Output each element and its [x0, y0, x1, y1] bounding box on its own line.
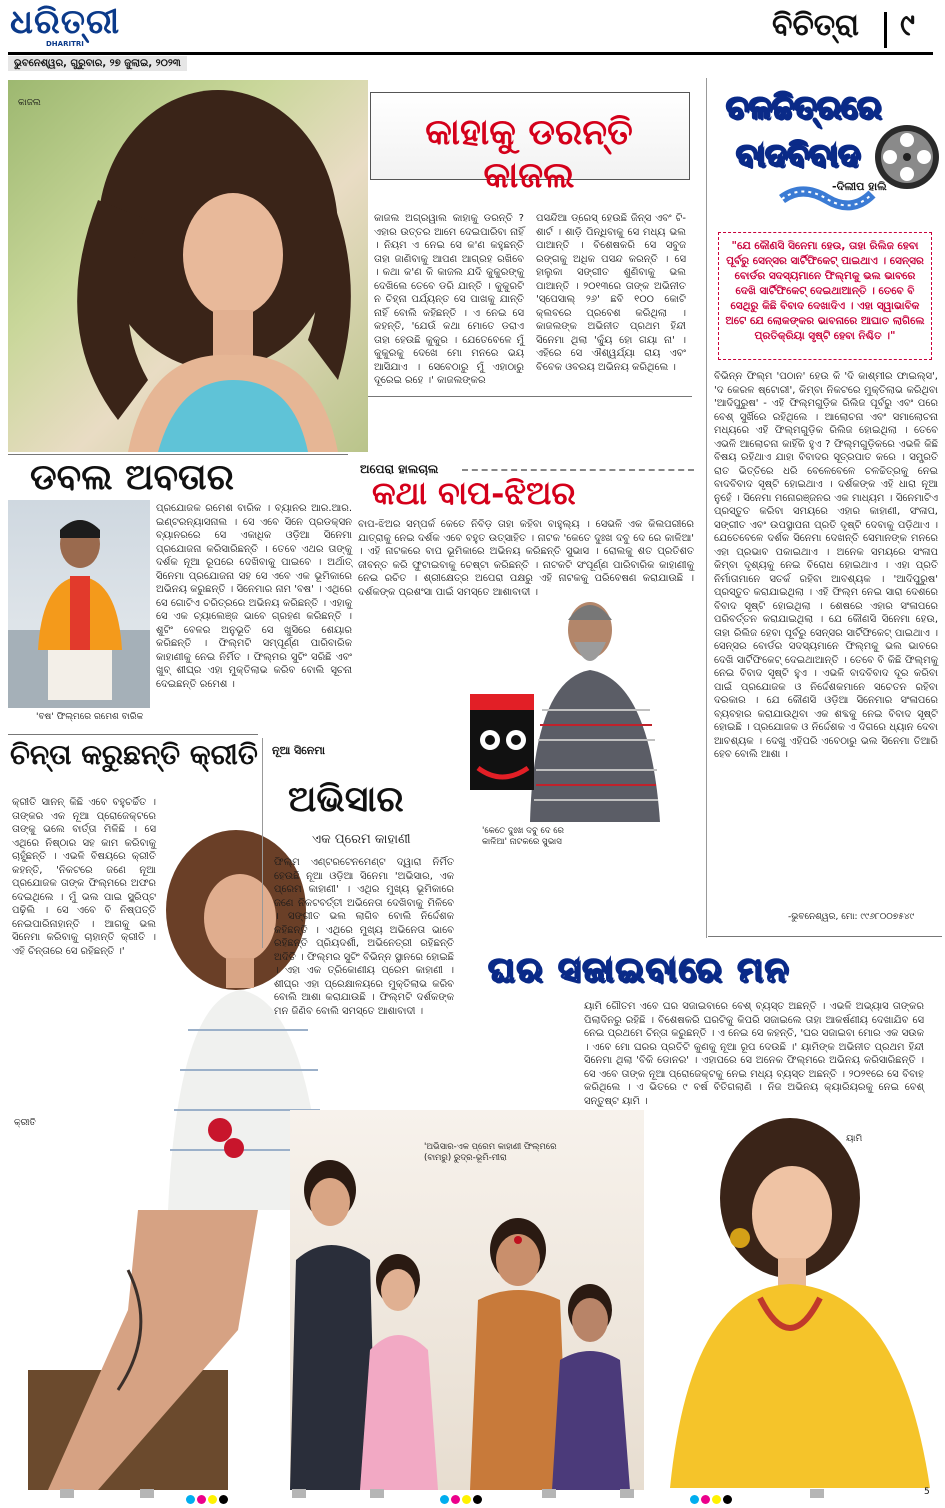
abhisar-body: ଫିଲ୍ମ ଏଣ୍ଟରଟେନମେଣ୍ଟ ଦ୍ୱାରା ନିର୍ମିତ ହେଉଛି ନୂଆ ଓଡ଼ିଆ ସିନେମା 'ଅଭିସାର, ଏକ ପ୍ରେମ କାହାଣୀ' । ଏଥିର ମୁଖ୍ୟ ଭୂମିକାରେ ଜଣେ ନିକଟବର୍ତ୍ତୀ ଅଭିନେତା ଦେଖିବାକୁ ମିଳିବେ । ସଙ୍ଗୀତ ଭଲ ଲାଗିବ ବୋଲି ନିର୍ଦ୍ଦେଶକ କହିଛନ୍ତି । ଏଥିରେ ମୁଖ୍ୟ ଅଭିନେତା ଭାବେ ରହିଛନ୍ତି ପ୍ରିୟଦର୍ଶୀ, ଅଭିନେତ୍ରୀ ରହିଛନ୍ତି ଅଦିତି । ଫିଲ୍ମର ସୁଟିଂ ବିଭିନ୍ନ ସ୍ଥାନରେ ହୋଇଛି । ଏହା ଏକ ତ୍ରିକୋଣୀୟ ପ୍ରେମ କାହାଣୀ । ଶୀଘ୍ର ଏହା ପ୍ରେକ୍ଷାଳୟରେ ମୁକ୍ତିଲାଭ କରିବ ବୋଲି ଆଶା କରାଯାଉଛି । ଫିଲ୍ମଟି ଦର୍ଶକଙ୍କ ମନ ଜିଣିବ ବୋଲି ସମସ୍ତେ ଆଶାବାଦୀ ।: [274, 857, 454, 1017]
kajal-headline-box: [370, 92, 690, 196]
kajal-headline: କାହାକୁ ଡରନ୍ତି କାଜଲ: [425, 111, 633, 196]
kajal-body-col1: କାଜଲ ଅଗ୍ରୱାଲ କାହାକୁ ଡରନ୍ତି ? ଏହାର ଉତ୍ତର ଆମେ ଦେଇପାରିବା ନାହିଁ । ନିୟମ ଏ ନେଇ ସେ କ'ଣ କହୁଛନ୍ତି ତାହା ଜାଣିବାକୁ ଆପଣ ଆଗ୍ରହ ରଖିବେ । କଥା କ'ଣ କି କାଜଲ ଯଦି କୁକୁରଙ୍କୁ ଦେଖିଲେ ତେବେ ଡରି ଯାନ୍ତି । କୁକୁରଟି ନ ଚିହ୍ନା ପର୍ଯ୍ୟନ୍ତ ସେ ପାଖକୁ ଯାନ୍ତି ନାହିଁ ବୋଲି କହିଛନ୍ତି । ଏ ନେଇ ସେ କହନ୍ତି, 'ଯେଉଁ କଥା ମୋତେ ଡରାଏ ତାହା ହେଉଛି କୁକୁର । ଯେତେବେଳେ ମୁଁ କୁକୁରକୁ ଦେଖେ ମୋ ମନରେ ଭୟ ଆସିଯାଏ । ସେବେଠାରୁ ମୁଁ ଏହାଠାରୁ ଦୂରେଇ ରହେ ।' କାଜଲଙ୍କର: [374, 213, 524, 386]
newspaper-logo: ଧରିତ୍ରୀ: [10, 2, 121, 42]
kriti-body: କ୍ରୀତି ସାନନ୍ କିଛି ଏବେ ବହୁଚର୍ଚ୍ଚିତ । ତାଙ୍କର ଏକ ନୂଆ ପ୍ରୋଜେକ୍ଟରେ ତାଙ୍କୁ ଭଲେ ବାର୍ତ୍ତା ମିଳିଛି । ସେ ଏଥିରେ ନିଷ୍ଠାର ସହ କାମ କରିବାକୁ ଚାହୁଁଛନ୍ତି । ଏଭଳି ବିଷୟରେ କ୍ରୀତି କହନ୍ତି, 'ନିକଟରେ ଜଣେ ନୂଆ ପ୍ରଯୋଜକ ତାଙ୍କ ଫିଲ୍ମରେ ଅଫର ଦେଇଥିଲେ । ମୁଁ ଭଲ ପାଇ ସ୍କ୍ରିପ୍ଟ ପଢ଼ିଲି । ସେ ଏବେ ବି ନିଷ୍ପତ୍ତି ନେଇପାରିନାହାନ୍ତି । ଆଗକୁ ଭଲ ସିନେମା କରିବାକୁ ଚାହାନ୍ତି କ୍ରୀତି । ଏହି ଚିନ୍ତାରେ ସେ ରହିଛନ୍ତି ।': [12, 797, 156, 957]
subhas-figure: [450, 590, 704, 822]
registration-yellow-icon: [208, 1495, 217, 1504]
dateline: ଭୁବନେଶ୍ୱର, ଗୁରୁବାର, ୨୭ ଜୁଲାଇ, ୨୦୨୩: [8, 56, 187, 71]
yami-photo: [640, 1128, 940, 1488]
double-avatar-top-rule: [8, 454, 348, 455]
chalachitra-headline-line1: ଚଳଚ୍ଚିତ୍ରରେ: [726, 88, 882, 126]
page-number: ୯: [900, 8, 915, 43]
chalachitra-body: ବିଭିନ୍ନ ଫିଲ୍ମ 'ପଠାନ' ହେଉ କି 'ଦି କାଶ୍ମୀର ଫାଇଲ୍ସ', 'ଦ କେରଳ ଷ୍ଟୋରୀ', କିମ୍ବା ନିକଟରେ ମୁକ୍ତିଲାଭ କରିଥିବା 'ଆଦିପୁରୁଷ' - ଏହି ଫିଲ୍ମଗୁଡ଼ିକ ରିଲିଜ ପୂର୍ବରୁ ଏବଂ ପରେ ବେଶ୍ ସୁର୍ଖିରେ ରହିଥିଲେ । ଆଲୋଚନା ଏବଂ ସମାଲୋଚନା ମଧ୍ୟରେ ଏହି ଫିଲ୍ମଗୁଡ଼ିକ ରିଲିଜ ହୋଇଥିଲା । ତେବେ ଏଭଳି ଆଲୋଚନା କାହିଁକି ହୁଏ ? ଫିଲ୍ମଗୁଡ଼ିକରେ ଏଭଳି କିଛି ବିଷୟ ରହିଥାଏ ଯାହା ବିବାଦର ସୂତ୍ରପାତ କରେ । ସମ୍ପ୍ରତି ରାତ ଭିତ୍ତିରେ ଧରି ବେଳେବେଳେ ଚଳଚ୍ଚିତ୍ରକୁ ନେଇ ବାଦବିବାଦ ସୃଷ୍ଟି ହୋଇଥାଏ । ଦର୍ଶକଙ୍କ ଏହି ଧାରା ନୂଆ ନୁହେଁ । ସିନେମା ମନୋରଞ୍ଜନର ଏକ ମାଧ୍ୟମ । ସିନେମାଟିଏ ପ୍ରସ୍ତୁତ କରିବା ସମୟରେ ଏହାର କାହାଣୀ, ସଂଳାପ, ସଙ୍ଗୀତ ଏବଂ ଉପସ୍ଥାପନା ପ୍ରତି ଦୃଷ୍ଟି ଦେବାକୁ ପଡ଼ିଥାଏ । ଯେତେବେଳେ ଦର୍ଶକ ସିନେମା ଦେଖନ୍ତି ସେମାନଙ୍କ ମନରେ ଏହା ପ୍ରଭାବ ପକାଇଥାଏ । ଅନେକ ସମୟରେ ସଂଳାପ କିମ୍ବା ଦୃଶ୍ୟକୁ ନେଇ ବିରୋଧ ହୋଇଥାଏ । ଏହା ପ୍ରତି ନିର୍ମାତାମାନେ ସତର୍କ ରହିବା ଆବଶ୍ୟକ । 'ଆଦିପୁରୁଷ' ପ୍ରସ୍ତୁତ କରାଯାଇଥିଲା । ଏହି ଫିଲ୍ମ ନେଇ ସାରା ଦେଶରେ ବିବାଦ ସୃଷ୍ଟି ହୋଇଥିଲା । ଶେଷରେ ଏହାର ସଂଳାପରେ ପରିବର୍ତ୍ତନ କରାଯାଇଥିଲା । ଯେ କୌଣସି ସିନେମା ହେଉ, ତାହା ରିଲିଜ ହେବା ପୂର୍ବରୁ ସେନ୍ସର ସାର୍ଟିଫିକେଟ୍ ପାଇଥାଏ । ସେନ୍ସର ବୋର୍ଡର ସଦସ୍ୟମାନେ ଫିଲ୍ମକୁ ଭଲ ଭାବରେ ଦେଖି ସାର୍ଟିଫିକେଟ୍ ଦେଇଥାଆନ୍ତି । ତେବେ ବି କିଛି ଫିଲ୍ମକୁ ନେଇ ବିବାଦ ସୃଷ୍ଟି ହୁଏ । ଏଭଳି ବାଦବିବାଦ ଦୂର କରିବା ପାଇଁ ପ୍ରଯୋଜକ ଓ ନିର୍ଦ୍ଦେଶକମାନେ ସଚେତନ ରହିବା ଦରକାର । ଯେ କୌଣସି ଓଡ଼ିଆ ସିନେମାର ସଂଳାପରେ ବ୍ୟବହାର କରାଯାଉଥିବା ଏକ ଶବ୍ଦକୁ ନେଇ ବିବାଦ ସୃଷ୍ଟି ହୋଇଛି । ପ୍ରଯୋଜକ ଓ ନିର୍ଦ୍ଦେଶକ ଏ ଦିଗରେ ଧ୍ୟାନ ଦେବା ଆବଶ୍ୟକ । ଦେଖୁ ଏହିପରି ଏବେଠାରୁ ଭଲ ସିନେମା ତିଆରି ହେବ ବୋଲି ଆଶା ।: [714, 371, 938, 760]
subhas-photo-caption: 'କେତେ ଦୁଃଖ ଦବୁ ଦେ ରେ କାଳିଆ' ନାଟକରେ ସୁଭାସ: [482, 826, 564, 847]
abhisar-left-rule: [262, 738, 263, 948]
yami-body: ୟାମି ଗୌତମ ଏବେ ଘର ସଜାଇବାରେ ବେଶ୍ ବ୍ୟସ୍ତ ଅଛନ୍ତି । ଏଭଳି ଅଭ୍ୟାସ ତାଙ୍କର ପିଲାଦିନରୁ ରହିଛି । ବିଶେଷକରି ଘରଟିକୁ କିପରି ସଜାଇଲେ ତାହା ଆକର୍ଷଣୀୟ ଦେଖାଯିବ ସେ ନେଇ ପ୍ରଥମେ ଚିନ୍ତା କରୁଛନ୍ତି । ଏ ନେଇ ସେ କହନ୍ତି, 'ଘର ସଜାଇବା ମୋର ଏକ ସଉକ । ଏବେ ମୋ ଘରର ପ୍ରତିଟି କୁଣକୁ ନୂଆ ରୂପ ଦେଉଛି ।' ୟାମିଙ୍କ ଅଭିନୀତ ପ୍ରଥମ ହିନ୍ଦୀ ସିନେମା ଥିଲା 'ବିକି ଡୋନର' । ଏହାପରେ ସେ ଅନେକ ଫିଲ୍ମରେ ଅଭିନୟ କରିସାରିଛନ୍ତି । ସେ ଏବେ ତାଙ୍କ ନୂଆ ପ୍ରୋଜେକ୍ଟକୁ ନେଇ ମଧ୍ୟ ବ୍ୟସ୍ତ ଅଛନ୍ତି । ୨୦୨୧ରେ ସେ ବିବାହ କରିଥିଲେ । ଏ ଭିତରେ ୯ ବର୍ଷ ବିତିଗଲାଣି । ନିଜ ଅଭିନୟ କ୍ୟାରିୟରକୁ ନେଇ ବେଶ୍ ସନ୍ତୁଷ୍ଟ ୟାମି ।: [584, 1001, 924, 1107]
kajal-body-col2: ପସନ୍ଦିଆ ଡ୍ରେସ୍ ହେଉଛି ଜିନ୍ସ ଏବଂ ଟି-ଶାର୍ଟ । ଶାଡ଼ି ପିନ୍ଧିବାକୁ ସେ ମଧ୍ୟ ଭଲ ପାଆନ୍ତି । ବିଶେଷକରି ସେ ସବୁଜ ରଙ୍ଗକୁ ଅଧିକ ପସନ୍ଦ କରନ୍ତି । ସେ ହାଲୁକା ସଙ୍ଗୀତ ଶୁଣିବାକୁ ଭଲ ପାଆନ୍ତି । ୨୦୧୩ରେ ତାଙ୍କ ଅଭିନୀତ 'ସ୍ପେସାଲ୍ ୨୬' ଛବି ୧୦୦ କୋଟି କ୍ଲବରେ ପ୍ରବେଶ କରିଥିଲା । କାଜଲଙ୍କ ଅଭିନୀତ ପ୍ରଥମ ହିନ୍ଦୀ ସିନେମା ଥିଲା 'କ୍ୟୁଁ ହୋ ଗୟା ନା' । ଏହିରେ ସେ ଐଶ୍ୱର୍ଯ୍ୟା ରାୟ ଏବଂ ବିବେକ ଓବରୟ ଅଭିନୟ କରିଥିଲେ ।: [536, 213, 686, 373]
registration-magenta-icon: [197, 1495, 206, 1504]
masthead: [0, 0, 945, 72]
newspaper-logo-sub: DHARITRI: [46, 40, 84, 48]
footer-page-number: 5: [924, 1487, 930, 1497]
footer-grey-block: [370, 1489, 384, 1498]
footer-grey-block: [292, 1489, 306, 1498]
footer-grey-block: [60, 1489, 74, 1498]
opera-kicker: ଅପେରା ହାଲଚାଲ: [360, 462, 439, 476]
subhas-photo: [450, 590, 704, 822]
ramesh-figure: [8, 500, 150, 708]
registration-yellow-icon: [712, 1495, 721, 1504]
yami-figure: [640, 1128, 940, 1488]
masthead-rule: [8, 52, 933, 55]
abhisar-subhead: ଏକ ପ୍ରେମ କାହାଣୀ: [312, 832, 411, 847]
yami-headline-band: [470, 948, 938, 992]
chalachitra-headline-line2: ବାଦବିବାଦ: [736, 136, 861, 174]
yami-photo-caption: ୟାମି: [846, 1134, 863, 1144]
abhisar-headline: ଅଭିସାର: [288, 778, 404, 820]
section-name: ବିଚିତ୍ରା: [772, 8, 860, 43]
registration-magenta-icon: [451, 1495, 460, 1504]
footer-grey-block: [542, 1489, 556, 1498]
footer-color-marks: [186, 1489, 230, 1508]
footer: [0, 1488, 945, 1500]
registration-black-icon: [473, 1495, 482, 1504]
chalachitra-bottom-rule: [708, 936, 942, 937]
registration-black-icon: [723, 1495, 732, 1504]
opera-body: ବାପ-ଝିଅର ସମ୍ପର୍କ କେତେ ନିବିଡ଼ ତାହା କହିବା ବାହୁଲ୍ୟ । ସେଭଳି ଏକ କିଲପରୀରେ ଯାତ୍ରାକୁ ନେଇ ଦର୍ଶକ ଏବେ ବହୁତ ଉତ୍ସାହିତ । ନାଟକ 'କେତେ ଦୁଃଖ ଦବୁ ଦେ ରେ କାଳିଆ' । ଏହି ନାଟକରେ ବାପ ଭୂମିକାରେ ଅଭିନୟ କରିଛନ୍ତି ସୁଭାସ । ରୋଲକୁ ଶତ ପ୍ରତିଶତ ଜୀବନ୍ତ କରି ଫୁଟାଇବାକୁ ଚେଷ୍ଟା କରିଛନ୍ତି । ନାଟକଟି ସଂପୂର୍ଣ୍ଣ ପାରିବାରିକ କାହାଣୀକୁ ନେଇ ରଚିତ । ଶ୍ରୀକ୍ଷେତ୍ର ଅପେରା ପକ୍ଷରୁ ଏହି ନାଟକକୁ ପରିବେଷଣ କରାଯାଉଛି । ଦର୍ଶକଙ୍କ ପ୍ରଶଂସା ପାଇଁ ସମସ୍ତେ ଆଶାବାଦୀ ।: [358, 519, 694, 598]
registration-magenta-icon: [701, 1495, 710, 1504]
section-divider: [884, 12, 887, 48]
footer-color-marks: [690, 1489, 734, 1508]
kriti-headline: ଚିନ୍ତା କରୁଛନ୍ତି କ୍ରୀତି: [10, 738, 258, 771]
abhisar-poster-caption: 'ଅଭିସାର-ଏକ ପ୍ରେମ କାହାଣୀ ଫିଲ୍ମରେ (ବାମରୁ) ରୁଦ୍ର-ଭୂମି-ମୀରା: [424, 1142, 557, 1163]
double-avatar-body: ପ୍ରଯୋଜକ ରମେଶ ବାରିକ । ବ୍ୟାନର ଆର.ଆର. ଇଣ୍ଟରନ୍ୟାସନାଲ । ସେ ଏବେ ସିନେ ପ୍ରଡକ୍ସନ ବ୍ୟାନରରେ ସେ ଏକାଧିକ ଓଡ଼ିଆ ସିନେମା ପ୍ରଯୋଜନା କରିସାରିଛନ୍ତି । ତେବେ ଏଥର ତାଙ୍କୁ ଦର୍ଶକ ନୂଆ ରୂପରେ ଦେଖିବାକୁ ପାଇବେ । ଅର୍ଥାତ୍ ସିନେମା ପ୍ରଯୋଜନା ସହ ସେ ଏବେ ଏକ ଭୂମିକାରେ ଅଭିନୟ କରୁଛନ୍ତି । ସିନେମାର ନାମ 'ବଷ' । ଏଥିରେ ସେ ଗୋଟିଏ ଚରିତ୍ରରେ ଅଭିନୟ କରିଛନ୍ତି । ଏହାକୁ ସେ ଏକ ଚ୍ୟାଲେଞ୍ଜ ଭାବେ ଗ୍ରହଣ କରିଛନ୍ତି । ଶୁଟିଂ ବେଳର ଅନୁଭୂତି ସେ ଖୁସିରେ ଶେୟାର କରିଛନ୍ତି । ଫିଲ୍ମଟି ସମ୍ପୂର୍ଣ୍ଣ ପାରିବାରିକ କାହାଣୀକୁ ନେଇ ନିର୍ମିତ । ଫିଲ୍ମର ସୁଟିଂ ସରିଛି ଏବଂ ଖୁବ୍ ଶୀଘ୍ର ଏହା ମୁକ୍ତିଲାଭ କରିବ ବୋଲି ସୂଚନା ଦେଇଛନ୍ତି ରମେଶ ।: [156, 503, 352, 690]
footer-grey-block: [810, 1489, 824, 1498]
opera-headline: କଥା ବାପ-ଝିଅର: [372, 474, 576, 512]
kajal-photo: [8, 80, 368, 452]
footer-grey-block: [620, 1489, 634, 1498]
chalachitra-column-divider: [706, 78, 707, 938]
registration-cyan-icon: [186, 1495, 195, 1504]
kajal-photo-caption: କାଜଲ: [18, 98, 41, 108]
abhisar-poster: [290, 1110, 644, 1490]
kajal-rule: [368, 396, 692, 397]
chalachitra-byline: -ଦିଲୀପ ହାଲି: [832, 180, 887, 193]
registration-yellow-icon: [462, 1495, 471, 1504]
opera-kicker-rule: [462, 469, 694, 471]
ramesh-photo-caption: 'ବଷ' ଫିଲ୍ମରେ ରମେଶ ବାରିକ: [36, 712, 144, 722]
chalachitra-headline-box: [712, 80, 940, 220]
kriti-top-rule: [8, 734, 258, 735]
double-avatar-headline: ଡବଲ ଅବତାର: [30, 456, 234, 498]
registration-black-icon: [219, 1495, 228, 1504]
registration-cyan-icon: [440, 1495, 449, 1504]
chalachitra-quote: "ଯେ କୌଣସି ସିନେମା ହେଉ, ତାହା ରିଲିଜ ହେବା ପୂର୍ବରୁ ସେନ୍ସର ସାର୍ଟିଫିକେଟ୍ ପାଇଥାଏ । ସେନ୍ସର ବୋର୍ଡର ସଦସ୍ୟମାନେ ଫିଲ୍ମକୁ ଭଲ ଭାବରେ ଦେଖି ସାର୍ଟିଫିକେଟ୍ ଦେଇଥାଆନ୍ତି । ତେବେ ବି ସେଥିରୁ କିଛି ବିବାଦ ଦେଖାଦିଏ । ଏହା ସ୍ୱାଭାବିକ ଅଟେ ଯେ ଲୋକଙ୍କର ଭାବନାରେ ଆଘାତ ଲାଗିଲେ ପ୍ରତିକ୍ରିୟା ସୃଷ୍ଟି ହେବା ନିଶ୍ଚିତ ।": [725, 240, 925, 342]
abhisar-poster-figures: [290, 1110, 644, 1490]
kriti-photo-caption: କ୍ରୀତି: [14, 1118, 36, 1128]
chalachitra-quote-box: [718, 232, 932, 360]
registration-cyan-icon: [690, 1495, 699, 1504]
abhisar-kicker: ନୂଆ ସିନେମା: [272, 744, 326, 757]
yami-headline: ଘର ସଜାଇବାରେ ମନ: [488, 950, 791, 990]
footer-grey-block: [140, 1489, 154, 1498]
ramesh-photo: [8, 500, 150, 708]
kajal-figure: [8, 80, 368, 452]
chalachitra-signoff: -ଭୁବନେଶ୍ୱର, ମୋ: ୯୯୬୮୦୦୭୫୪୯: [788, 912, 915, 922]
footer-color-marks: [440, 1489, 484, 1508]
